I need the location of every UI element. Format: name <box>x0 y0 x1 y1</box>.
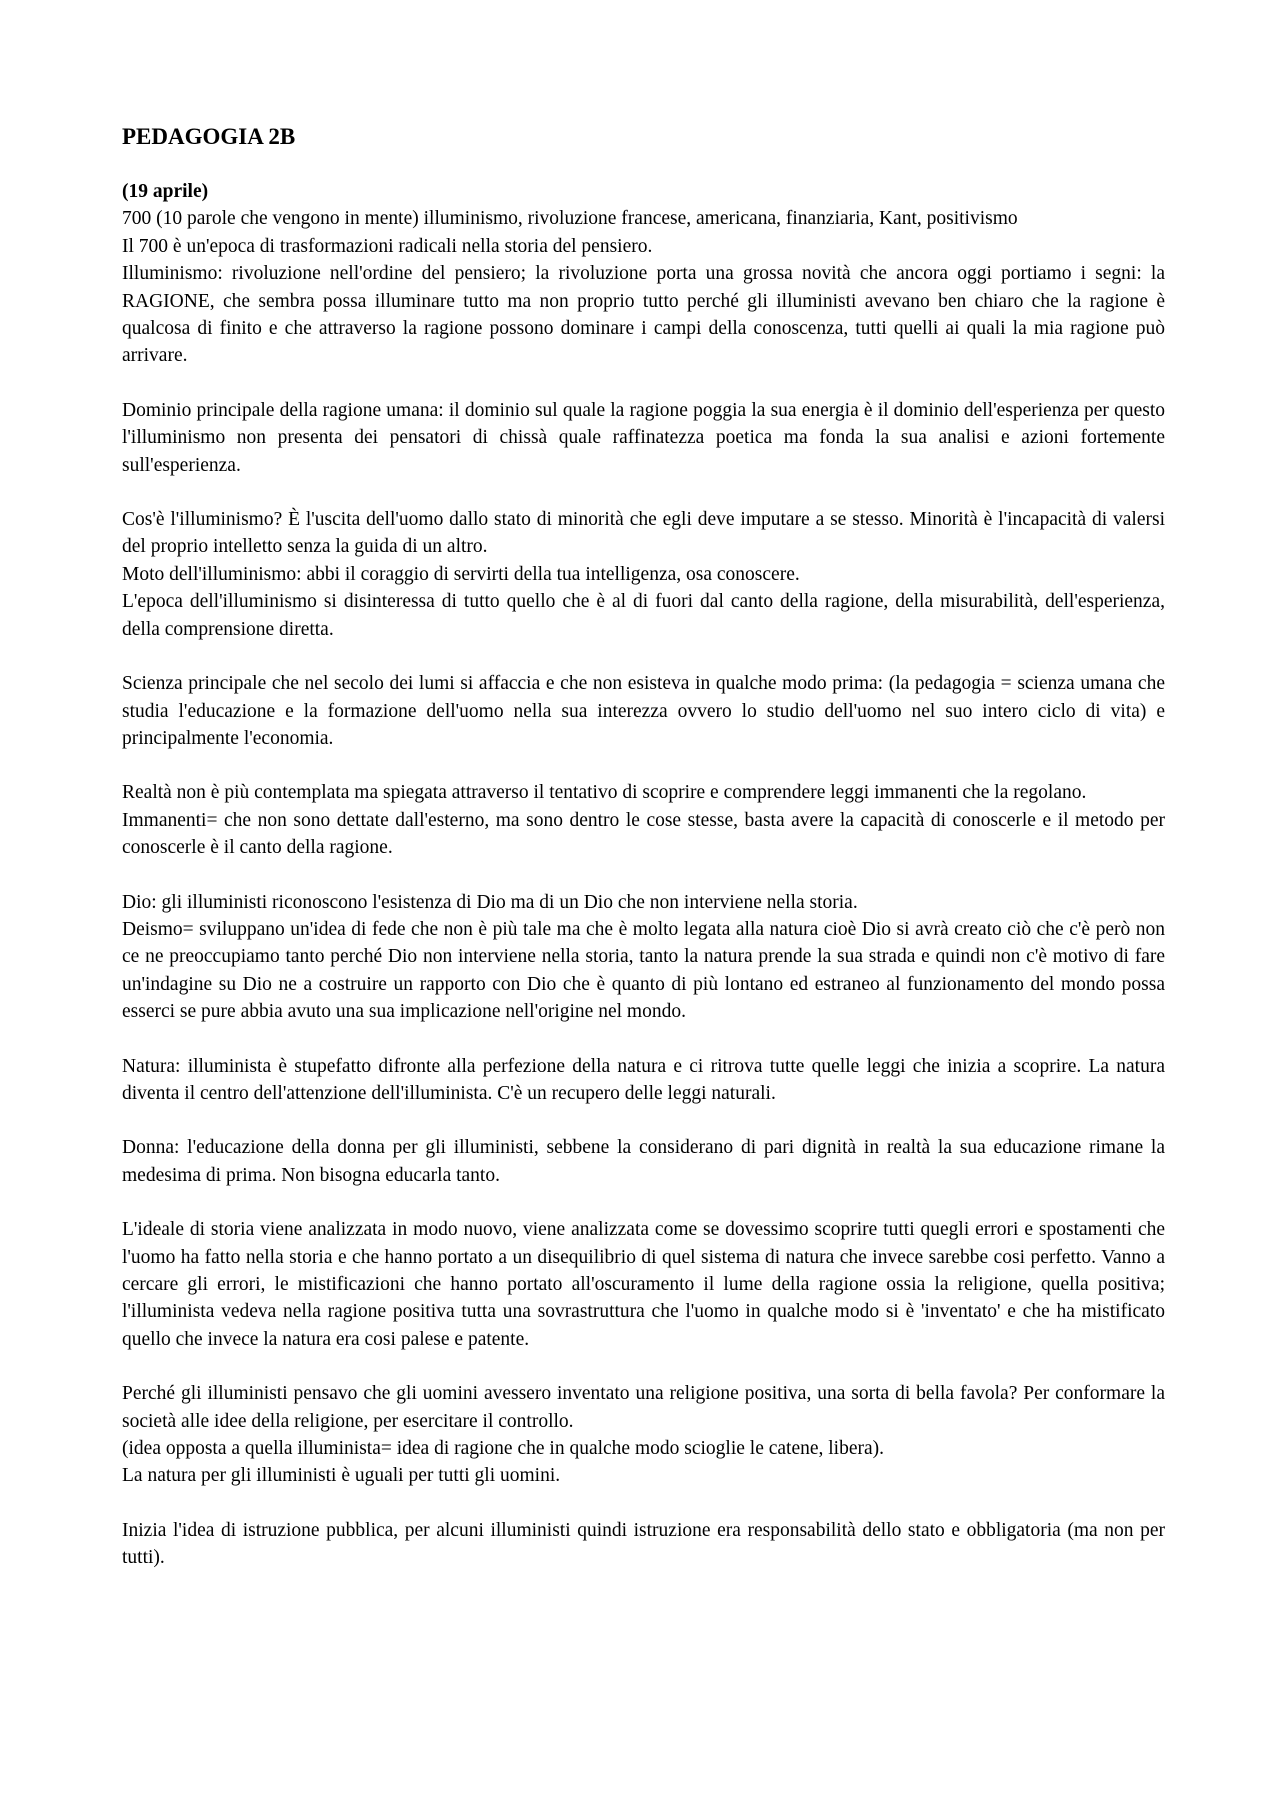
paragraph: La natura per gli illuministi è uguali per tutti gli uomini. <box>122 1465 561 1487</box>
page-title: PEDAGOGIA 2B <box>122 124 296 149</box>
paragraph: Perché gli illuministi pensavo che gli uomini avessero inventato una religione positiva, una sorta di bella favola? Per conformare la società alle idee della religione, per esercitare il controllo. <box>122 1383 1165 1432</box>
paragraph: Realtà non è più contemplata ma spiegata attraverso il tentativo di scoprire e comprendere leggi immanenti che la regolano. <box>122 782 1087 804</box>
paragraph: Deismo= sviluppano un'idea di fede che non è più tale ma che è molto legata alla natura cioè Dio si avrà creato ciò che c'è però non ce ne preoccupiamo tanto perché Dio non interviene nella storia, tanto la natura prende la sua strada e quindi non c'è motivo di fare un'indagine su Dio ne a costruire un rapporto con Dio che è quanto di più lontano ed estraneo al funzionamento del mondo possa esserci se pure abbia avuto una sua implicazione nell'origine nel mondo. <box>122 918 1165 1023</box>
paragraph: Scienza principale che nel secolo dei lumi si affaccia e che non esisteva in qualche modo prima: (la pedagogia = scienza umana che studia l'educazione e la formazione dell'uomo nella sua interezza ovvero lo studio dell'uomo nel suo intero ciclo di vita) e principalmente l'economia. <box>122 673 1165 749</box>
paragraph-block <box>122 397 1165 479</box>
paragraph: Inizia l'idea di istruzione pubblica, per alcuni illuministi quindi istruzione era responsabilità dello stato e obbligatoria (ma non per tutti). <box>122 1519 1165 1569</box>
paragraph: Donna: l'educazione della donna per gli illuministi, sebbene la considerano di pari dignità in realtà la sua educazione rimane la medesima di prima. Non bisogna educarla tanto. <box>122 1137 1165 1186</box>
lesson-date: (19 aprile) <box>122 181 209 202</box>
paragraph-block <box>122 889 1165 1026</box>
paragraph: Cos'è l'illuminismo? È l'uscita dell'uomo dallo stato di minorità che egli deve imputare a se stesso. Minorità è l'incapacità di valersi del proprio intelletto senza la guida di un altro. <box>122 509 1165 558</box>
paragraph-block <box>122 1216 1165 1353</box>
paragraph: Illuminismo: rivoluzione nell'ordine del pensiero; la rivoluzione porta una grossa novità che ancora oggi portiamo i segni: la RAGIONE, che sembra possa illuminare tutto ma non proprio tutto perché gli illuministi avevano ben chiaro che la ragione è qualcosa di finito e che attraverso la ragione possono dominare i campi della conoscenza, tutti quelli ai quali la mia ragione può arrivare. <box>122 263 1165 367</box>
paragraph: Moto dell'illuminismo: abbi il coraggio di servirti della tua intelligenza, osa conoscere. <box>122 563 800 585</box>
paragraph: Dominio principale della ragione umana: il dominio sul quale la ragione poggia la sua energia è il dominio dell'esperienza per questo l'illuminismo non presenta dei pensatori di chissà quale raffinatezza poetica ma fonda la sua analisi e azioni fortemente sull'esperienza. <box>122 399 1165 476</box>
paragraph-block <box>122 779 1165 861</box>
paragraph: 700 (10 parole che vengono in mente) illuminismo, rivoluzione francese, americana, finanziaria, Kant, positivismo <box>122 208 1018 230</box>
paragraph-block <box>122 1134 1165 1189</box>
paragraph: Il 700 è un'epoca di trasformazioni radicali nella storia del pensiero. <box>122 235 653 257</box>
paragraph-block <box>122 1517 1165 1572</box>
paragraph: Immanenti= che non sono dettate dall'esterno, ma sono dentro le cose stesse, basta avere la capacità di conoscerle e il metodo per conoscerle è il canto della ragione. <box>122 809 1165 859</box>
paragraph: Dio: gli illuministi riconoscono l'esistenza di Dio ma di un Dio che non interviene nella storia. <box>122 891 858 913</box>
paragraph: L'epoca dell'illuminismo si disinteressa di tutto quello che è al di fuori dal canto della ragione, della misurabilità, dell'esperienza, della comprensione diretta. <box>122 591 1165 640</box>
paragraph-block <box>122 1380 1165 1490</box>
paragraph-block <box>122 670 1165 752</box>
paragraph-block <box>122 506 1165 643</box>
paragraph: L'ideale di storia viene analizzata in modo nuovo, viene analizzata come se dovessimo scoprire tutti quegli errori e spostamenti che l'uomo ha fatto nella storia e che hanno portato a un disequilibrio di quel sistema di natura che invece sarebbe cosi perfetto. Vanno a cercare gli errori, le mistificazioni che hanno portato all'oscuramento il lume della ragione ossia la religione, quella positiva; l'illuminista vedeva nella ragione positiva tutta una sovrastruttura che l'uomo in qualche modo si è 'inventato' e che ha mistificato quello che invece la natura era cosi palese e patente. <box>122 1219 1165 1350</box>
document-page <box>122 122 1165 1599</box>
paragraph: (idea opposta a quella illuminista= idea di ragione che in qualche modo scioglie le catene, libera). <box>122 1438 885 1460</box>
paragraph-block <box>122 1053 1165 1108</box>
paragraph: Natura: illuminista è stupefatto difronte alla perfezione della natura e ci ritrova tutte quelle leggi che inizia a scoprire. La natura diventa il centro dell'attenzione dell'illuminista. C'è un recupero delle leggi naturali. <box>122 1055 1165 1104</box>
paragraph-block <box>122 205 1165 369</box>
